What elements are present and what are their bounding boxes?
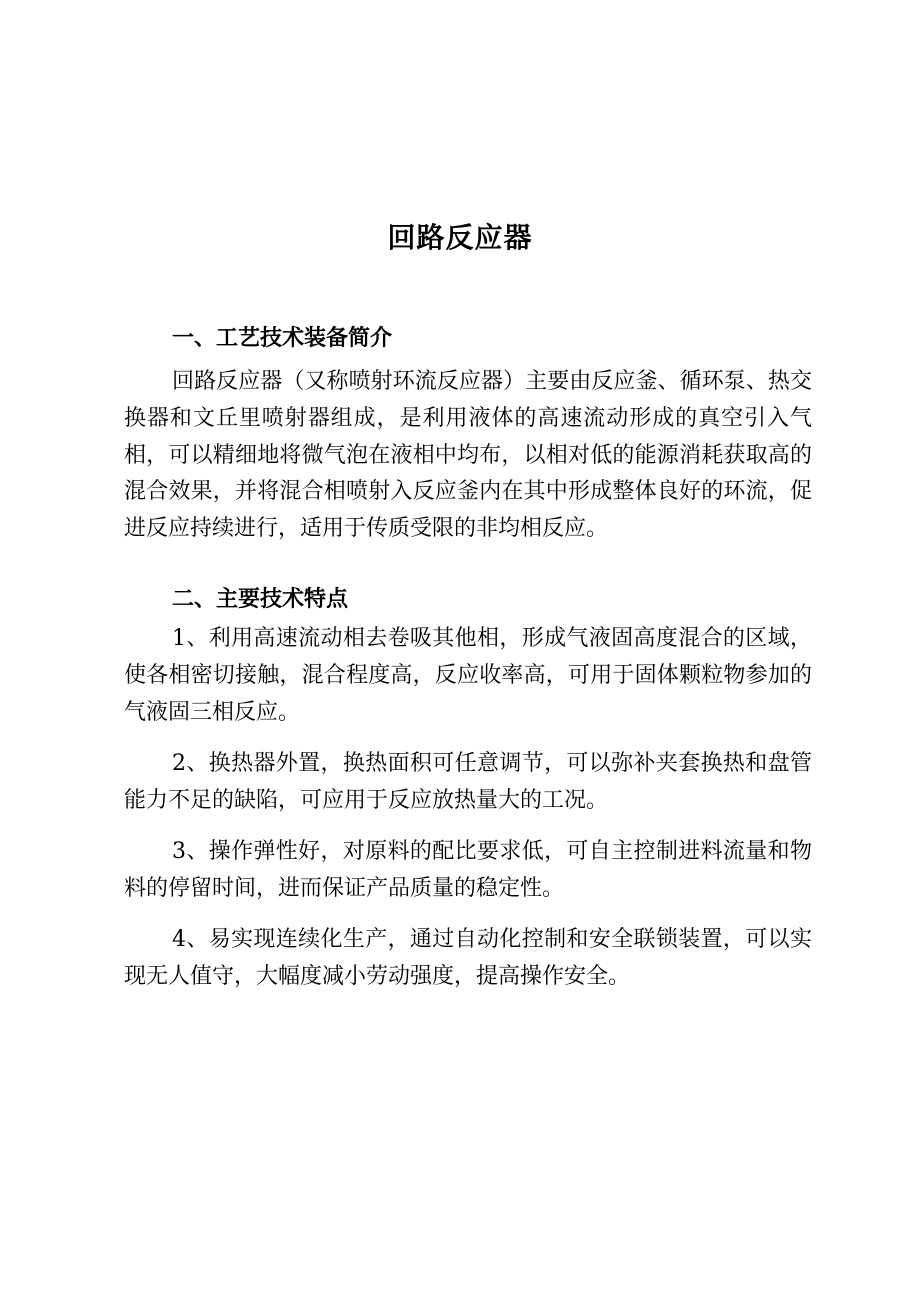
document-title: 回路反应器	[387, 221, 533, 254]
section-heading-features: 二、主要技术特点	[172, 587, 349, 612]
section-heading-intro: 一、工艺技术装备简介	[172, 326, 393, 351]
intro-paragraph: 回路反应器（又称喷射环流反应器）主要由反应釜、循环泵、热交换器和文丘里喷射器组成，是利用液体的高速流动形成的真空引入气相，可以精细地将微气泡在液相中均布，以相对低的能源消耗获取高的混合效果，并将混合相喷射入反应釜内在其中形成整体良好的环流，促进反应持续进行，适用于传质受限的非均相反应。	[124, 369, 812, 542]
feature-paragraph-2: 2、换热器外置，换热面积可任意调节，可以弥补夹套换热和盘管能力不足的缺陷，可应用于反应放热量大的工况。	[124, 751, 812, 813]
feature-paragraph-4: 4、易实现连续化生产，通过自动化控制和安全联锁装置，可以实现无人值守，大幅度减小劳动强度，提高操作安全。	[124, 927, 812, 989]
feature-paragraph-3: 3、操作弹性好，对原料的配比要求低，可自主控制进料流量和物料的停留时间，进而保证产品质量的稳定性。	[124, 839, 812, 901]
feature-paragraph-1: 1、利用高速流动相去卷吸其他相，形成气液固高度混合的区域，使各相密切接触，混合程度高，反应收率高，可用于固体颗粒物参加的气液固三相反应。	[124, 626, 812, 725]
